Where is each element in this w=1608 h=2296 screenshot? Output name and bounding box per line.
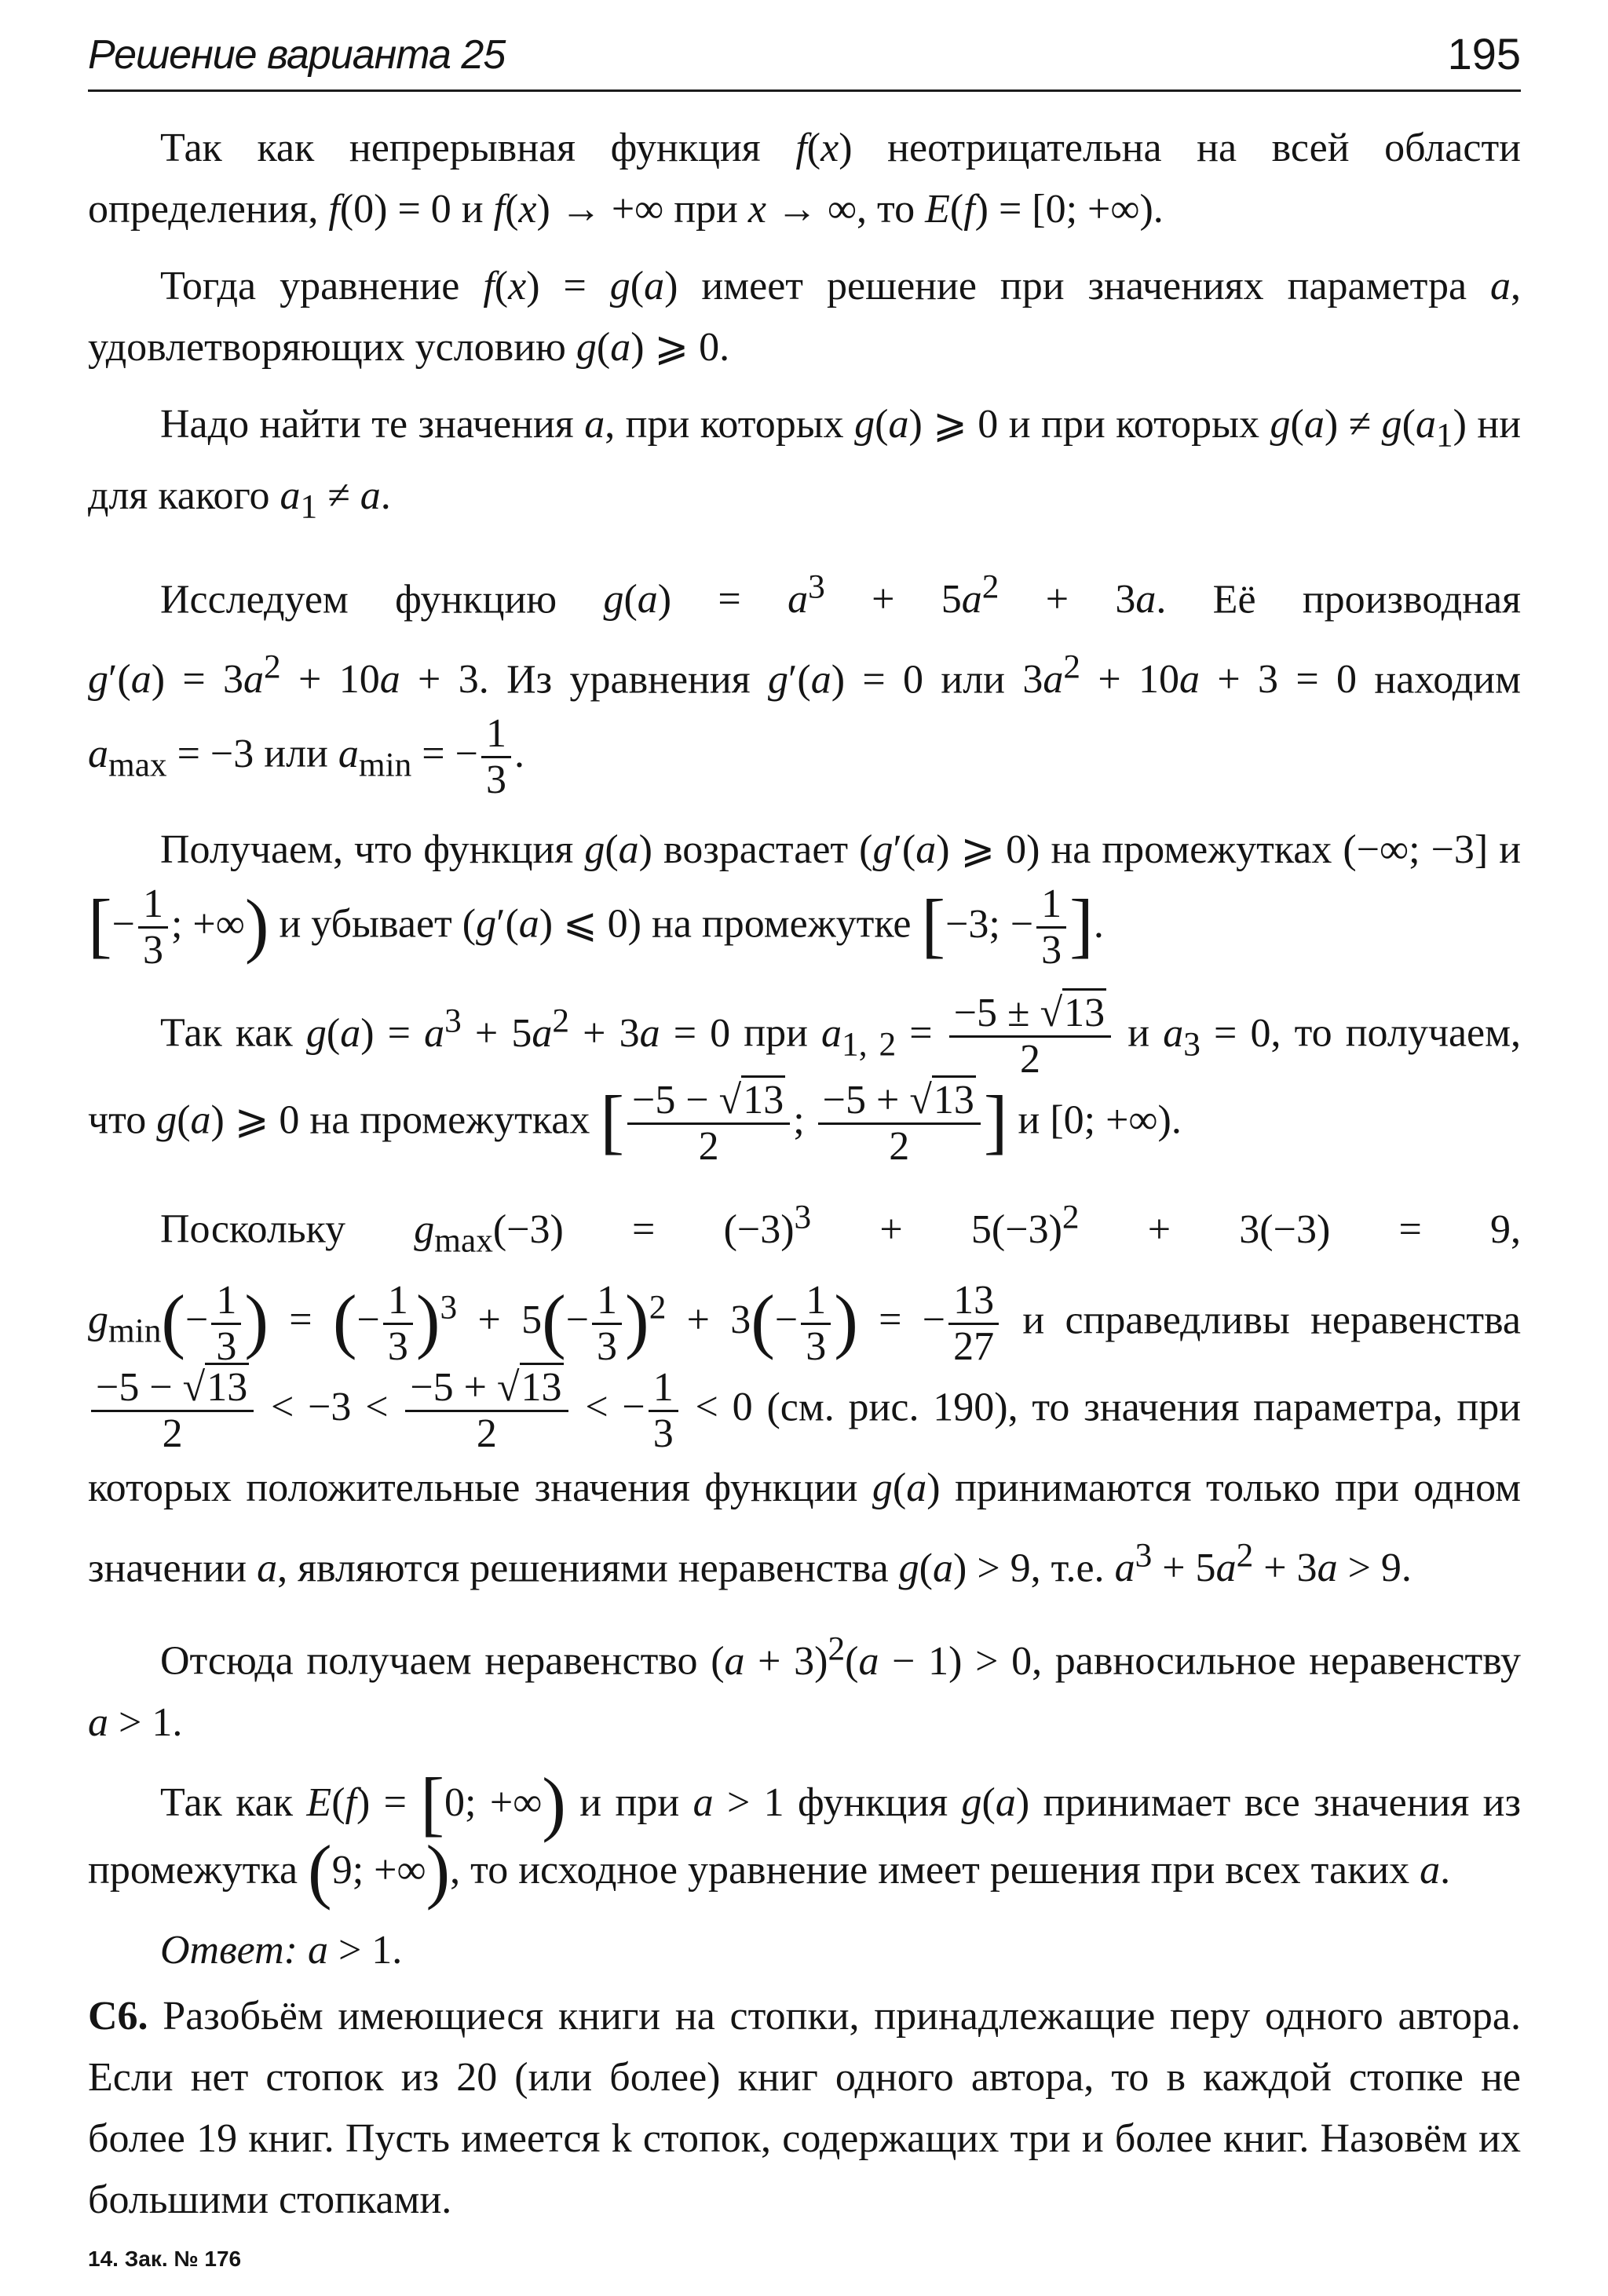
paragraph-inequality: Отсюда получаем неравенство $(a + 3)^2(a - 1) > 0$, равносильное неравенству a > 1. xyxy=(88,1630,1522,1745)
problem-c6-label: С6. xyxy=(88,1993,148,2039)
page-body xyxy=(88,118,1521,2247)
page-number: 195 xyxy=(1447,29,1521,78)
section-title: Решение варианта 25 xyxy=(88,32,506,78)
answer-line: Ответ: a > 1. xyxy=(160,1927,403,1973)
problem-c6 xyxy=(88,1986,1521,2231)
printer-signature: 14. Зак. № 176 xyxy=(88,2247,242,2271)
running-header xyxy=(88,25,1521,92)
problem-c6-text: Разобьём имеющиеся книги на стопки, принадлежащие перу одного автора. Если нет стопок из 20 (или более) книг одного автора, то в каждой стопке не более 19 книг. Пусть имеется k стопок, содержащих три и более книг. Назовём их большими стопками. xyxy=(88,1993,1521,2222)
paragraph-extrema: Поскольку $g_{max}(-3) = (-3)^3 + 5(-3)^2 + 3(-3) = 9$, $g_{min}(-$ $\frac{1}{3}$ ) = (− $\frac{1}{3}$ )$^3$ + 5(− $\frac{1}{3}$ )$^2$ + 3(− $\frac{1}{3}$ ) = − $\frac{13}{27}$ и справедливы неравенства $\frac{-5 - √13}{2}$ < −3 < $\frac{-5 + √13}{2}$ < − $\frac{1}{3}$ < 0 (см. рис. 190), то значения параметра, при которых положительные значения функции g(a) принимаются только при одном значении a, являются решениями неравенства g(a) > 9, т.е. $a^3 + 5a^2 + 3a > 9$. xyxy=(88,1198,1522,1591)
paragraph-condition: Тогда уравнение f(x) = g(a) имеет решение при значениях параметра a, удовлетворяющих условию g(a) ⩾ 0. xyxy=(88,264,1522,370)
paragraph-derivative: Исследуем функцию $g(a) = a^3 + 5a^2 + 3a$. Её производная $g'(a) = 3a^2 + 10a + 3$. Из уравнения g′(a) = 0 или $3a^2 + 10a + 3 = 0$ находим $a_{max} = -3$ или $a_{min}$ = − $\frac{1}{3}$ . xyxy=(88,568,1522,803)
paragraph-monotonicity: Получаем, что функция g(a) возрастает (g′(a) ⩾ 0) на промежутках (−∞; −3] и [− $\frac{1}{3}$ ; +∞) и убывает (g′(a) ⩽ 0) на промежутке [−3; − $\frac{1}{3}$ ]. xyxy=(88,827,1522,973)
paragraph-conclusion: Так как E(f) = [0; +∞) и при a > 1 функция g(a) принимает все значения из промежутка (9; +∞), то исходное уравнение имеет решения при всех таких a. xyxy=(88,1762,1522,1911)
paragraph-roots: Так как $g(a) = a^3 + 5a^2 + 3a = 0$ при $a_{1, 2}$ = $\frac{-5 \pm √13}{2}$ и $a_3 = 0$, то получаем, что g(a) ⩾ 0 на промежутках [ $\frac{-5 - √13}{2}$ ; $\frac{-5 + √13}{2}$ ] и [0; +∞). xyxy=(88,987,1521,1167)
paragraph-goal: Надо найти те значения a, при которых g(a) ⩾ 0 и при которых $g(a) \ne g(a_1)$ ни для какого $a_1 \ne a$. xyxy=(88,402,1522,526)
paragraph-range-of-f: Так как непрерывная функция f(x) неотрицательна на всей области определения, f(0) = 0 и f(x) → +∞ при x → ∞, то E(f) = [0; +∞). xyxy=(88,126,1521,232)
